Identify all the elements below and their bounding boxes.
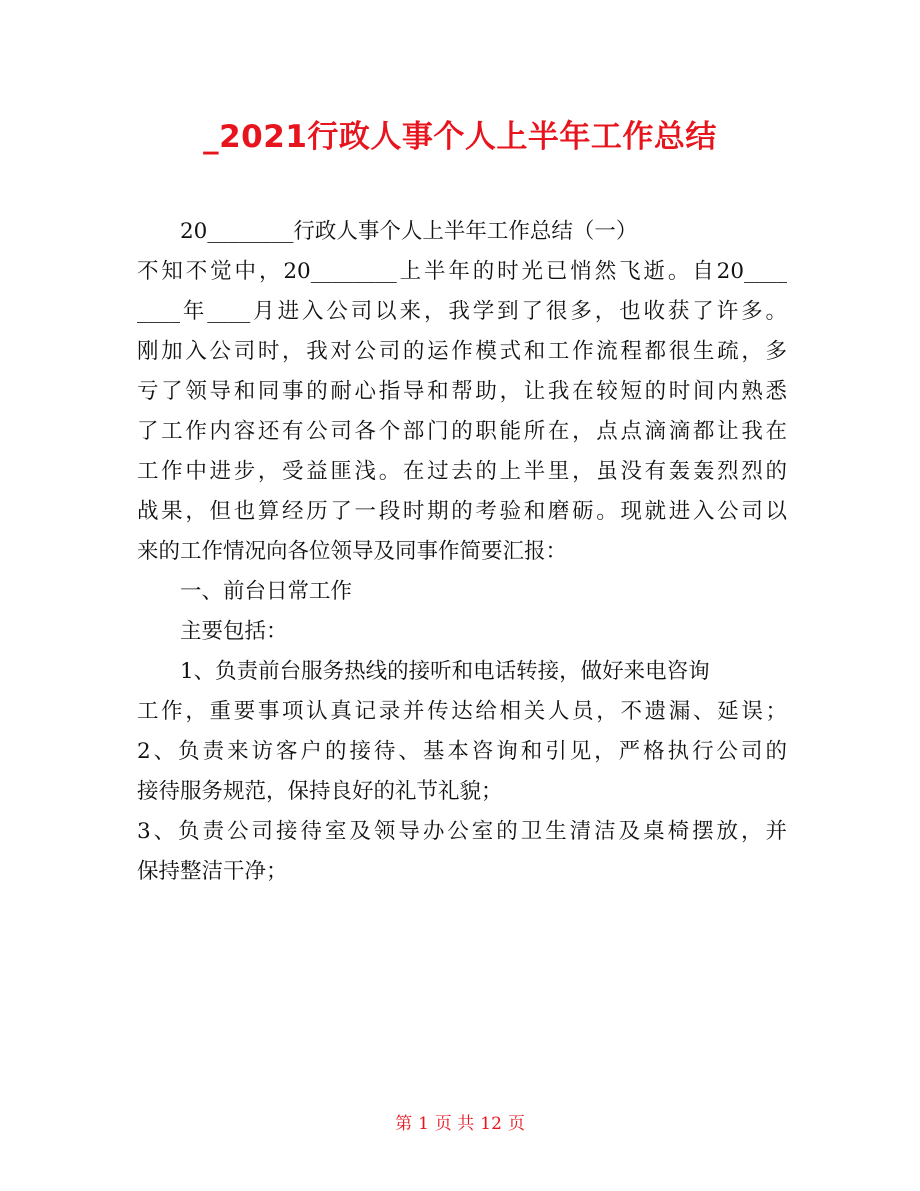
paragraph-line: 来的工作情况向各位领导及同事作简要汇报： (137, 539, 568, 564)
document-body (137, 212, 787, 892)
list-item-line: 2、负责来访客户的接待、基本咨询和引见，严格执行公司的 (137, 739, 787, 764)
paragraph-line: 不知不觉中，20________上半年的时光已悄然飞逝。自20____ (137, 259, 787, 284)
paragraph-line: 战果，但也算经历了一段时期的考验和磨砺。现就进入公司以 (137, 499, 787, 524)
list-item-line: 3、负责公司接待室及领导办公室的卫生清洁及桌椅摆放，并 (137, 819, 787, 844)
list-item-line: 接待服务规范，保持良好的礼节礼貌； (137, 779, 503, 804)
section-heading: 20________行政人事个人上半年工作总结（一） (180, 219, 638, 244)
list-item-line: 1、负责前台服务热线的接听和电话转接，做好来电咨询 (180, 659, 710, 684)
paragraph-line: 了工作内容还有公司各个部门的职能所在，点点滴滴都让我在 (137, 419, 787, 444)
section-heading: 一、前台日常工作 (180, 579, 353, 604)
list-item-line: 工作，重要事项认真记录并传达给相关人员，不遗漏、延误； (137, 699, 787, 724)
page-label-mid: 页 共 (434, 1114, 475, 1134)
paragraph-line: ____年____月进入公司以来，我学到了很多，也收获了许多。 (137, 299, 787, 324)
document-title: _2021行政人事个人上半年工作总结 (203, 119, 717, 155)
paragraph-line: 主要包括： (180, 619, 288, 644)
paragraph-line: 工作中进步，受益匪浅。在过去的上半里，虽没有轰轰烈烈的 (137, 459, 787, 484)
paragraph-line: 亏了领导和同事的耐心指导和帮助，让我在较短的时间内熟悉 (137, 379, 787, 404)
page-total: 12 (480, 1114, 502, 1134)
page-label-suffix: 页 (507, 1114, 525, 1134)
page-footer (0, 1112, 920, 1136)
page-label-prefix: 第 (395, 1114, 413, 1134)
paragraph-line: 刚加入公司时，我对公司的运作模式和工作流程都很生疏，多 (137, 339, 787, 364)
page-current: 1 (418, 1114, 429, 1134)
list-item-line: 保持整洁干净； (137, 859, 288, 884)
